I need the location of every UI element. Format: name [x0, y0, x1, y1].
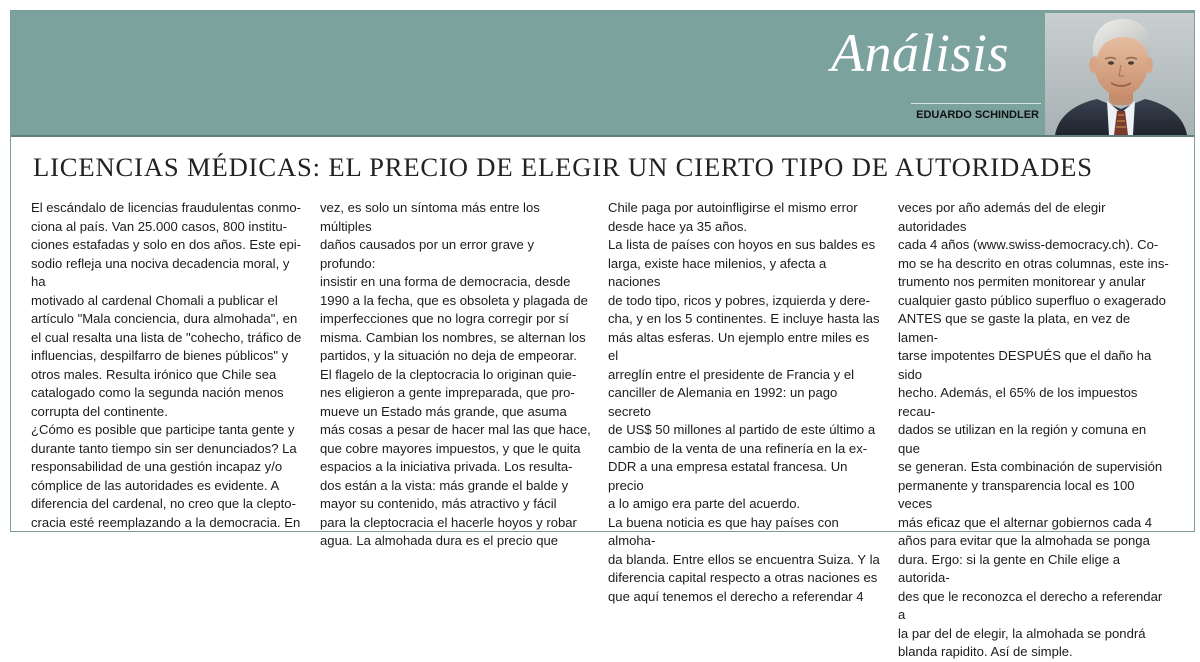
column-line: ciones estafadas y solo en dos años. Este epi-: [31, 237, 302, 252]
author-rule: [911, 103, 1041, 104]
column-line: mueve un Estado más grande, que asuma: [320, 403, 567, 419]
column-line: dados se utilizan en la región y comuna en que: [898, 422, 1147, 456]
column-line: mayor su contenido, más atractivo y fácil: [320, 496, 557, 511]
column-line: misma. Cambian los nombres, se alternan los: [320, 329, 586, 345]
column-line: vez, es solo un síntoma más entre los múltiples: [320, 200, 540, 234]
column-line: permanente y transparencia local es 100 veces: [898, 477, 1135, 511]
section-banner: [11, 11, 1194, 135]
column-line: daños causados por un error grave y profundo:: [320, 237, 534, 271]
column-line: mo se ha descrito en otras columnas, este ins-: [898, 255, 1169, 271]
column-line: diferencia capital respecto a otras naciones es: [608, 570, 878, 585]
column-line: El flagelo de la cleptocracia lo originan quie-: [320, 366, 577, 382]
column-line: el cual resalta una lista de "cohecho, tráfico de: [31, 329, 302, 345]
column-line: artículo "Mala conciencia, dura almohada", en: [31, 311, 298, 326]
column-line: arreglín entre el presidente de Francia y el: [608, 366, 855, 382]
column-line: más cosas a pesar de hacer mal las que hace,: [320, 422, 591, 437]
column-line: 1990 a la fecha, que es obsoleta y plagada de: [320, 292, 588, 308]
column-line: sodio refleja una nociva decadencia moral, y ha: [31, 255, 290, 289]
column-line: influencias, despilfarro de bienes públicos" y: [31, 348, 289, 363]
column-line: dura. Ergo: si la gente en Chile elige a autorida-: [898, 551, 1121, 585]
column-line: responsabilidad de una gestión incapaz y/o: [31, 459, 283, 474]
column-line: da blanda. Entre ellos se encuentra Suiza. Y la: [608, 551, 880, 567]
column-line: agua. La almohada dura es el precio que: [320, 533, 559, 548]
column-line: insistir en una forma de democracia, desde: [320, 274, 571, 289]
headline-rule: [11, 135, 1194, 137]
column-line: para la cleptocracia el hacerle hoyos y robar: [320, 514, 577, 530]
column-line: hecho. Además, el 65% de los impuestos recau-: [898, 385, 1138, 419]
column-line: de US$ 50 millones al partido de este último a: [608, 422, 876, 437]
author-photo: [1045, 13, 1194, 135]
column-line: blanda rapidito. Así de simple.: [898, 644, 1073, 659]
column-line: larga, existe hace milenios, y afecta a naciones: [608, 255, 827, 289]
column-line: cha, y en los 5 continentes. E incluye hasta las: [608, 311, 880, 326]
column-line: desde hace ya 35 años.: [608, 218, 748, 234]
column-line: dos están a la vista: más grande el balde y: [320, 477, 569, 493]
section-title: Análisis: [831, 23, 1010, 83]
column-line: a lo amigo era parte del acuerdo.: [608, 496, 801, 511]
column-line: cada 4 años (www.swiss-democracy.ch). Co-: [898, 237, 1159, 252]
column-line: otros males. Resulta irónico que Chile sea: [31, 366, 277, 382]
column-line: diferencia del cardenal, no creo que la clepto-: [31, 496, 296, 511]
column-line: de todo tipo, ricos y pobres, izquierda y dere-: [608, 292, 871, 308]
column-line: corrupta del continente.: [31, 403, 168, 419]
column-line: cómplice de las autoridades es evidente. A: [31, 477, 280, 493]
column-line: nes eligieron a gente impreparada, que pro-: [320, 385, 575, 400]
column-line: veces por año además del de elegir autoridades: [898, 200, 1106, 234]
column-line: ¿Cómo es posible que participe tanta gente y: [31, 422, 295, 437]
column-line: espacios a la iniciativa privada. Los resulta-: [320, 459, 573, 474]
column-line: la par del de elegir, la almohada se pondrá: [898, 625, 1146, 641]
column-line: El escándalo de licencias fraudulentas conmo-: [31, 200, 302, 215]
column-line: La buena noticia es que hay países con almoha-: [608, 514, 839, 548]
column-line: imperfecciones que no logra corregir por sí: [320, 311, 569, 326]
column-line: más altas esferas. Un ejemplo entre miles es el: [608, 329, 870, 363]
column-line: ciona al país. Van 25.000 casos, 800 institu-: [31, 218, 287, 234]
author-name: EDUARDO SCHINDLER: [916, 109, 1039, 121]
column-line: La lista de países con hoyos en sus baldes es: [608, 237, 876, 252]
column-line: cualquier gasto público superfluo o exagerado: [898, 292, 1166, 308]
column-line: que aquí tenemos el derecho a referendar 4: [608, 588, 864, 604]
column-line: tarse impotentes DESPUÉS que el daño ha sido: [898, 348, 1152, 382]
column-line: cracia esté reemplazando a la democracia. En: [31, 514, 301, 530]
column-line: des que le reconozca el derecho a referendar a: [898, 588, 1163, 622]
column-line: durante tanto tiempo sin ser denunciados? La: [31, 440, 297, 456]
headline: LICENCIAS MÉDICAS: EL PRECIO DE ELEGIR UN CIERTO TIPO DE AUTORIDADES: [33, 152, 1093, 182]
column-line: canciller de Alemania en 1992: un pago secreto: [608, 385, 838, 419]
column-line: Chile paga por autoinfligirse el mismo error: [608, 200, 858, 215]
text-column-1: [31, 199, 303, 532]
column-line: más eficaz que el alternar gobiernos cada 4: [898, 514, 1153, 530]
text-column-3: [608, 199, 880, 606]
column-line: DDR a una empresa estatal francesa. Un precio: [608, 459, 848, 493]
column-line: años para evitar que la almohada se ponga: [898, 533, 1150, 548]
column-line: catalogado como la segunda nación menos: [31, 385, 284, 400]
text-column-2: [320, 199, 592, 551]
column-line: motivado al cardenal Chomali a publicar el: [31, 292, 278, 308]
column-line: trumento nos permiten monitorear y anular: [898, 274, 1146, 289]
column-line: ANTES que se gaste la plata, en vez de lamen-: [898, 311, 1131, 345]
column-line: cambio de la venta de una refinería en la ex-: [608, 440, 868, 456]
column-line: que cobre mayores impuestos, y que le quita: [320, 440, 581, 456]
text-column-4: [898, 199, 1170, 662]
column-line: se generan. Esta combinación de supervisión: [898, 459, 1163, 474]
article-clipping: [10, 10, 1195, 659]
column-line: partidos, y la situación no deja de empeorar.: [320, 348, 577, 363]
